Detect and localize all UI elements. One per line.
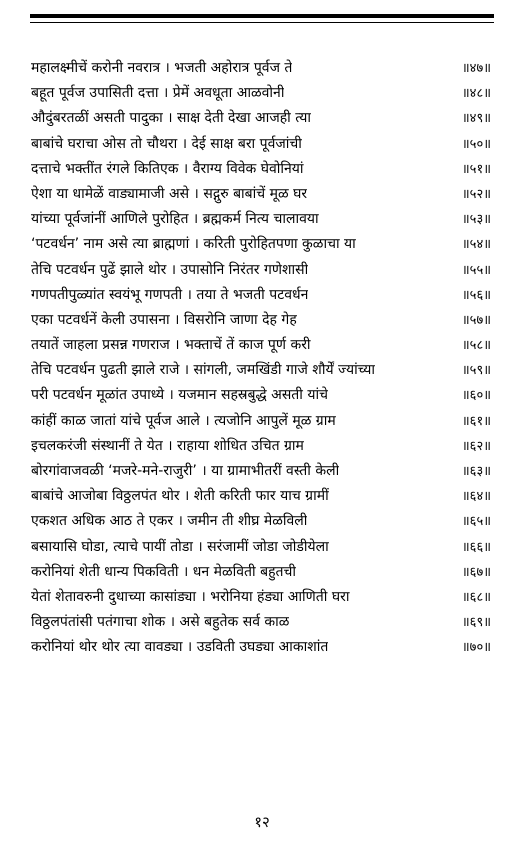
verse-number: ॥४८॥	[461, 86, 491, 102]
verse-number: ॥६९॥	[461, 615, 491, 631]
verse-line	[31, 56, 495, 81]
verse-line	[31, 459, 495, 484]
verse-line	[31, 434, 495, 459]
verse-line	[31, 535, 495, 560]
verse-number: ॥७०॥	[461, 640, 491, 656]
verse-text: महालक्ष्मीचें करोनी नवरात्र । भजती अहोरात्र पूर्वज ते	[31, 60, 293, 76]
verse-number: ॥५५॥	[461, 262, 491, 278]
verse-line	[31, 232, 495, 257]
verse-number: ॥५२॥	[461, 186, 491, 202]
verse-line	[31, 635, 495, 660]
verse-line	[31, 358, 495, 383]
verse-number: ॥६२॥	[461, 438, 491, 454]
verse-text: करोनियां शेती धान्य पिकविती । धन मेळविती बहुतची	[31, 563, 296, 580]
verse-line	[31, 333, 495, 358]
header-rule-thin	[30, 22, 494, 23]
verse-line	[31, 585, 495, 610]
verse-text: तयातें जाहला प्रसन्न गणराज । भक्ताचें तें काज पूर्ण करी	[31, 337, 311, 354]
verse-number: ॥६१॥	[461, 413, 491, 429]
verse-text: बहूत पूर्वज उपासिती दत्ता । प्रेमें अवधूता आळवोनी	[31, 85, 285, 102]
verse-text: तेचि पटवर्धन पुढती झाले राजे । सांगली, जमखिंडी गाजे शौर्यें ज्यांच्या	[31, 362, 376, 379]
verse-number: ॥६८॥	[461, 589, 491, 605]
verse-line	[31, 258, 495, 283]
verse-number: ॥५१॥	[461, 161, 491, 177]
verse-line	[31, 182, 495, 207]
verse-number: ॥६०॥	[461, 388, 491, 404]
verse-text: एकशत अधिक आठ ते एकर । जमीन ती शीघ्र मेळविली	[31, 513, 308, 530]
verse-text: तेचि पटवर्धन पुढें झाले थोर । उपासोनि निरंतर गणेशासी	[31, 261, 309, 278]
verse-number: ॥५३॥	[461, 212, 491, 228]
verse-text: करोनियां थोर थोर त्या वावड्या । उडविती उघड्या आकाशांत	[31, 639, 329, 656]
verse-line	[31, 283, 495, 308]
verse-number: ॥४७॥	[461, 61, 491, 76]
verse-text: इचलकरंजी संस्थानीं ते येत । राहाया शोधित उचित ग्राम	[31, 437, 304, 454]
verse-line	[31, 484, 495, 509]
verse-text: बाबांचे आजोबा विठ्ठलपंत थोर । शेती करिती फार याच ग्रामीं	[31, 488, 329, 505]
verse-line	[31, 157, 495, 182]
verse-line	[31, 409, 495, 434]
verse-text: ‘पटवर्धन’ नाम असे त्या ब्राह्मणां । करिती पुरोहितपणा कुळाचा या	[31, 236, 356, 253]
verse-text: येतां शेतावरुनी दुधाच्या कासांड्या । भरोनिया हंड्या आणिती घरा	[31, 588, 350, 605]
verse-number: ॥५६॥	[461, 287, 491, 303]
verse-number: ॥५८॥	[461, 338, 491, 354]
verse-text: यांच्या पूर्वजांनीं आणिले पुरोहित । ब्रह्मकर्म नित्य चालावया	[31, 211, 319, 228]
verse-line	[31, 207, 495, 232]
verse-text: कांहीं काळ जातां यांचे पूर्वज आले । त्यजोनि आपुलें मूळ ग्राम	[31, 412, 336, 429]
verse-text: परी पटवर्धन मूळांत उपाध्ये । यजमान सहस्रबुद्धे असती यांचे	[31, 387, 328, 404]
verse-number: ॥४९॥	[461, 111, 491, 127]
verse-text: गणपतीपुळ्यांत स्वयंभू गणपती । तया ते भजती पटवर्धन	[31, 286, 309, 303]
verse-text: बोरगांवाजवळी ‘मजरे-मने-राजुरी’ । या ग्रामाभीतरीं वस्ती केली	[31, 463, 340, 479]
verse-line	[31, 509, 495, 534]
verse-line	[31, 383, 495, 408]
verse-line	[31, 560, 495, 585]
verse-number: ॥५९॥	[461, 363, 491, 379]
verse-text: बाबांचे घराचा ओस तो चौथरा । देई साक्ष बरा पूर्वजांची	[31, 135, 302, 152]
page-number: १२	[254, 813, 270, 831]
verse-line	[31, 81, 495, 106]
verse-text: बसायासि घोडा, त्याचे पायीं तोडा । सरंजामीं जोडा जोडीयेला	[31, 538, 329, 555]
verse-number: ॥६६॥	[461, 539, 491, 555]
verse-number: ॥६३॥	[461, 464, 491, 479]
verse-text: दत्ताचे भक्तींत रंगले कितिएक । वैराग्य विवेक घेवोनियां	[31, 160, 304, 177]
verse-text: विठ्ठलपंतांसी पतंगाचा शोक । असे बहुतेक सर्व काळ	[31, 614, 290, 631]
header-rule-thick	[30, 14, 494, 18]
verse-text: औदुंबरतळीं असती पादुका । साक्ष देती देखा आजही त्या	[31, 110, 312, 127]
verse-number: ॥६४॥	[461, 489, 491, 505]
verse-lines	[31, 56, 495, 661]
verse-line	[31, 308, 495, 333]
verse-text: एका पटवर्धनें केली उपासना । विसरोनि जाणा देह गेह	[31, 311, 297, 328]
verse-line	[31, 106, 495, 131]
verse-number: ॥५४॥	[461, 237, 491, 253]
verse-line	[31, 610, 495, 635]
verse-number: ॥६५॥	[461, 514, 491, 530]
verse-number: ॥५७॥	[461, 312, 491, 328]
verse-number: ॥६७॥	[461, 564, 491, 580]
verse-text: ऐशा या धामेळें वाड्यामाजी असे । सद्गुरु बाबांचें मूळ घर	[31, 185, 308, 202]
verse-number: ॥५०॥	[461, 136, 491, 152]
verse-line	[31, 132, 495, 157]
